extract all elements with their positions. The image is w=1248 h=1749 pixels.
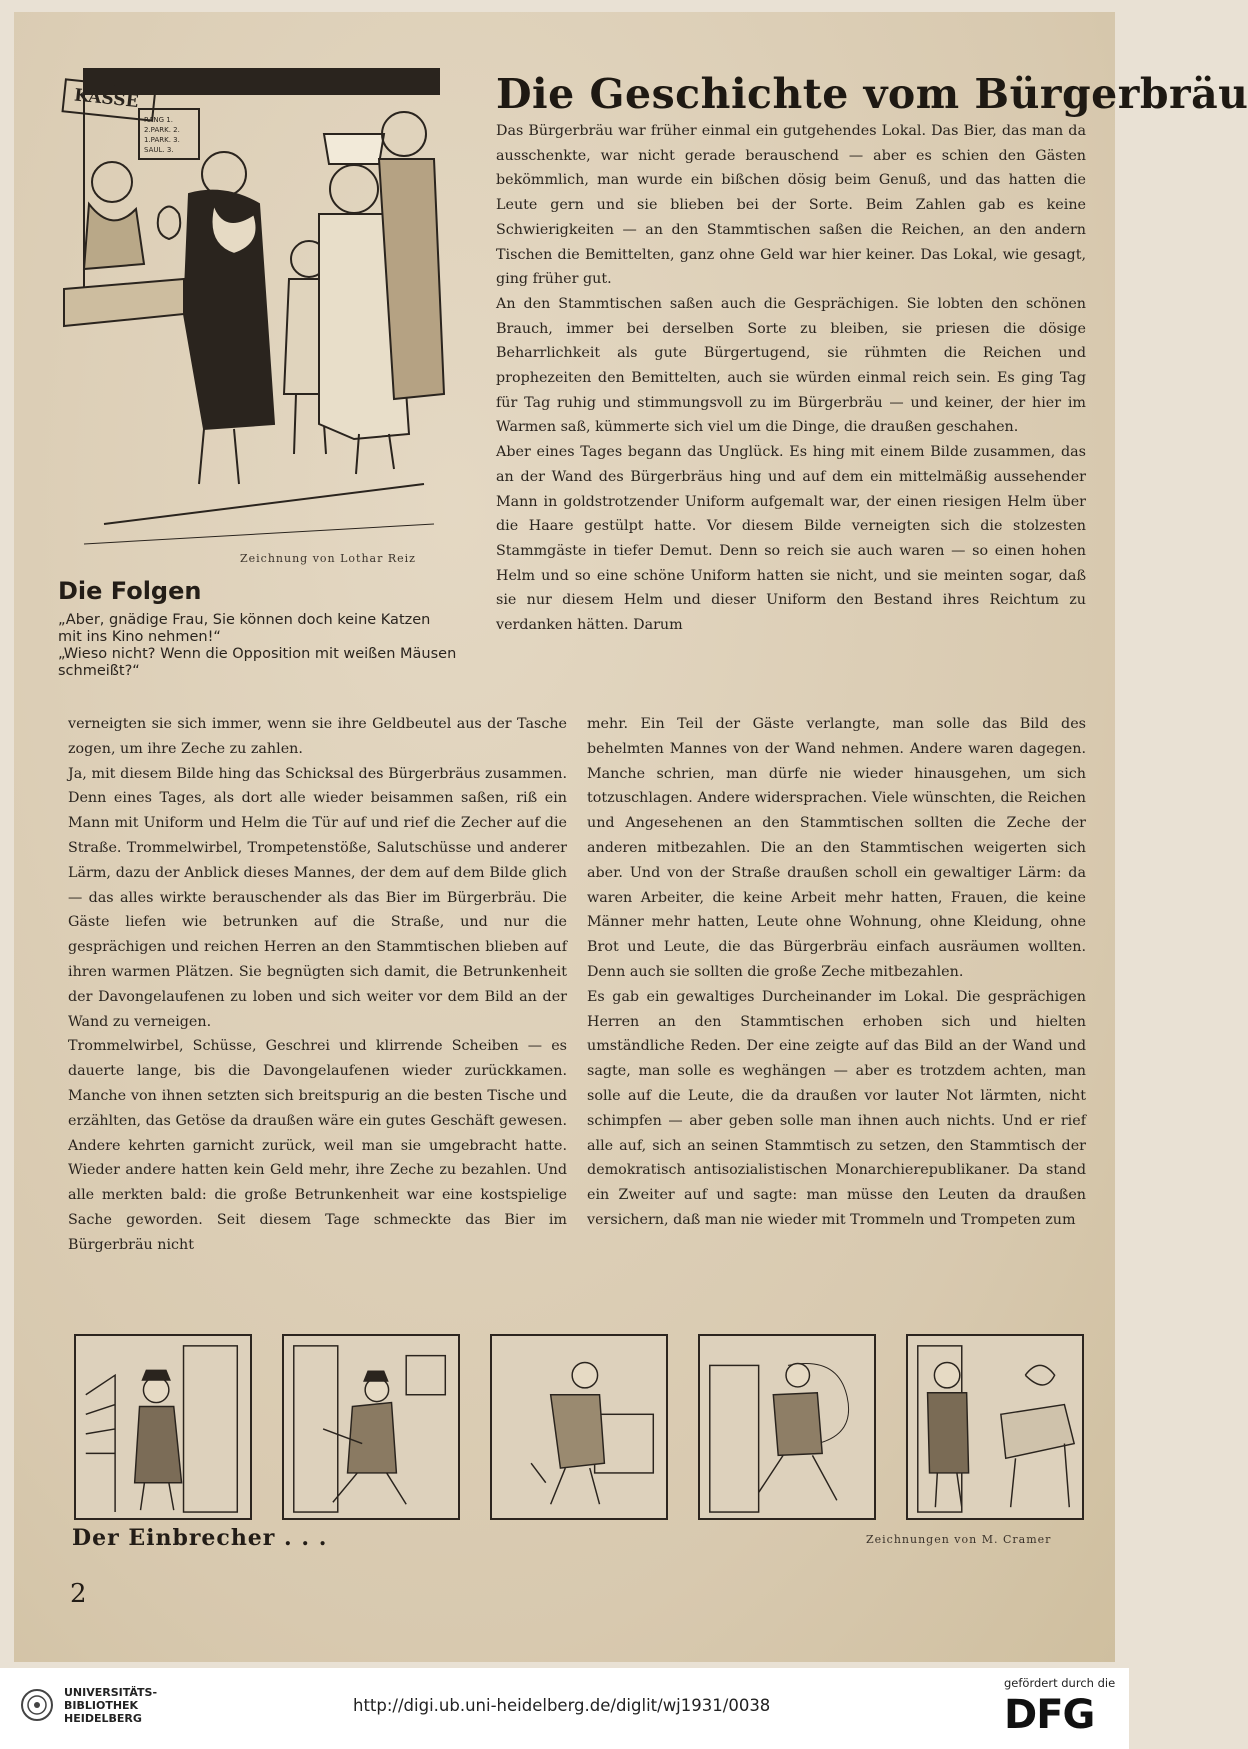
cartoon-credit: Zeichnung von Lothar Reiz (240, 552, 416, 565)
article-right-column (587, 712, 1086, 1233)
comic-strip-title: Der Einbrecher . . . (72, 1525, 328, 1551)
cartoon-caption (58, 612, 458, 680)
paragraph: Es gab ein gewaltiges Durcheinander im Lokal. Die gesprächigen Herren an den Stammtischen erhoben sich und hielten umständliche Reden. Der eine zeigte auf das Bild an der Wand und sagte, man solle es weghängen — aber es trotzdem achten, man solle auf die Leute, die da draußen vor lauter Not lärmten, nicht schimpfen — aber geben solle man ihnen auch nichts. Und er rief alle auf, sich an seinen Stammtisch zu setzen, den Stammtisch der demokratisch antisozialistischen Monarchierepublikaner. Da stand ein Zweiter auf und sagte: man müsse den Leuten da draußen versichern, daß man nie wieder mit Trommeln und Trompeten zum (587, 988, 1086, 1228)
footer-bar (0, 1668, 1129, 1749)
article-left-column (68, 712, 567, 1258)
comic-panel-2-drawing (284, 1336, 458, 1518)
comic-panel-1 (74, 1334, 252, 1520)
comic-panel-2 (282, 1334, 460, 1520)
uni-line-2: BIBLIOTHEK (64, 1699, 139, 1712)
article-top-column (496, 119, 1086, 638)
comic-panel-4 (698, 1334, 876, 1520)
dfg-logo: DFG (1004, 1692, 1095, 1738)
comic-panel-5 (906, 1334, 1084, 1520)
comic-strip-credit: Zeichnungen von M. Cramer (866, 1533, 1052, 1546)
source-url-link[interactable]: http://digi.ub.uni-heidelberg.de/diglit/wj1931/0038 (353, 1696, 771, 1715)
cartoon-caption-title: Die Folgen (58, 577, 202, 605)
uni-line-1: UNIVERSITÄTS- (64, 1686, 158, 1699)
caption-line-2: „Wieso nicht? Wenn die Opposition mit weißen Mäusen schmeißt?“ (58, 646, 457, 679)
university-seal-icon (20, 1688, 54, 1722)
caption-line-1: „Aber, gnädige Frau, Sie können doch keine Katzen mit ins Kino nehmen!“ (58, 612, 431, 645)
funded-by-label: gefördert durch die (1004, 1676, 1116, 1690)
comic-panel-3 (490, 1334, 668, 1520)
paragraph: verneigten sie sich immer, wenn sie ihre Geldbeutel aus der Tasche zogen, um ihre Zeche zu zahlen. (68, 716, 567, 757)
price-line-3: 1.PARK. 3. (144, 136, 180, 144)
cinema-box-office-illustration (64, 64, 448, 564)
kasse-sign: KASSE (73, 85, 140, 113)
price-line-4: SAUL. 3. (144, 146, 174, 154)
paragraph: An den Stammtischen saßen auch die Gesprächigen. Sie lobten den schönen Brauch, immer bei derselben Sorte zu bleiben, sie priesen die dösige Beharrlichkeit als gute Bürgertugend, sie rühmten die Reichen und prophezeiten den Bemittelten, auch sie würden einmal reich sein. Es ging Tag für Tag ruhig und stimmungsvoll zu im Bürgerbräu — und keiner, der hier im Warmen saß, kümmerte sich viel um die Dinge, die draußen geschahen. (496, 295, 1086, 436)
page-number: 2 (70, 1579, 87, 1609)
comic-panel-4-drawing (700, 1336, 874, 1518)
price-line-1: RANG 1. (144, 116, 173, 124)
paragraph: Das Bürgerbräu war früher einmal ein gutgehendes Lokal. Das Bier, das man da ausschenkte, war nicht gerade berauschend — aber es schien den Gästen bekömmlich, man wurde ein bißchen dösig beim Genuß, und das hatten die Leute gern und sie blieben bei der Sorte. Beim Zahlen gab es keine Schwierigkeiten — an den Stammtischen saßen die Reichen, an den andern Tischen die Bemittelten, ganz ohne Geld war hier keiner. Das Lokal, wie gesagt, ging früher gut. (496, 123, 1086, 288)
paragraph: Aber eines Tages begann das Unglück. Es hing mit einem Bilde zusammen, das an der Wand des Bürgerbräus hing und auf dem ein mittelmäßig aussehender Mann in goldstrotzender Uniform aufgemalt war, der einen riesigen Helm über die Haare gestülpt hatte. Vor diesem Bilde verneigten sich die stolzesten Stammgäste in tiefer Demut. Denn so reich sie auch waren — so einen hohen Helm und so eine schöne Uniform hatten sie nicht, und sie meinten sogar, daß sie nur diesem Helm und dieser Uniform den Bestand ihres Reichtum zu verdanken hätten. Darum (496, 444, 1086, 634)
comic-strip (74, 1334, 1084, 1520)
comic-panel-5-drawing (908, 1336, 1082, 1518)
comic-panel-3-drawing (492, 1336, 666, 1518)
price-line-2: 2.PARK. 2. (144, 126, 180, 134)
uni-line-3: HEIDELBERG (64, 1712, 142, 1725)
paragraph: mehr. Ein Teil der Gäste verlangte, man solle das Bild des behelmten Mannes von der Wand nehmen. Andere waren dagegen. Manche schrien, man dürfe nie wieder hinausgehen, um sich totzuschlagen. Andere widersprachen. Viele wünschten, die Reichen und Angesehenen an den Stammtischen sollten die Zeche der anderen mitbezahlen. Die an den Stammtischen weigerten sich aber. Und von der Straße draußen scholl ein gewaltiger Lärm: da waren Arbeiter, die keine Arbeit mehr hatten, Frauen, die keine Männer mehr hatten, Leute ohne Wohnung, ohne Kleidung, ohne Brot und Leute, die das Bürgerbräu einfach ausräumen wollten. Denn auch sie sollten die große Zeche mitbezahlen. (587, 716, 1086, 980)
newspaper-page (14, 12, 1248, 1662)
paragraph: Trommelwirbel, Schüsse, Geschrei und klirrende Scheiben — es dauerte lange, bis die Davongelaufenen wieder zurückkamen. Manche von ihnen setzten sich breitspurig an die besten Tische und erzählten, das Getöse da draußen wäre ein gutes Geschäft gewesen. Andere kehrten garnicht zurück, weil man sie umgebracht hatte. Wieder andere hatten kein Geld mehr, ihre Zeche zu bezahlen. Und alle merkten bald: die große Betrunkenheit war eine kostspielige Sache geworden. Seit diesem Tage schmeckte das Bier im Bürgerbräu nicht (68, 1038, 567, 1253)
article-headline: Die Geschichte vom Bürgerbräu (496, 70, 1248, 118)
cartoon-drawing (64, 64, 448, 564)
university-library-name (64, 1686, 157, 1725)
comic-panel-1-drawing (76, 1336, 250, 1518)
paragraph: Ja, mit diesem Bilde hing das Schicksal des Bürgerbräus zusammen. Denn eines Tages, als dort alle wieder beisammen saßen, riß ein Mann mit Uniform und Helm die Tür auf und rief die Zecher auf die Straße. Trommelwirbel, Trompetenstöße, Salutschüsse und anderer Lärm, dazu der Anblick dieses Mannes, der dem auf dem Bilde glich — das alles wirkte berauschender als das Bier im Bürgerbräu. Die Gäste liefen wie betrunken auf die Straße, und nur die gesprächigen und reichen Herren an den Stammtischen blieben auf ihren warmen Plätzen. Sie begnügten sich damit, die Betrunkenheit der Davongelaufenen zu loben und sich weiter vor dem Bild an der Wand zu verneigen. (68, 765, 567, 1030)
